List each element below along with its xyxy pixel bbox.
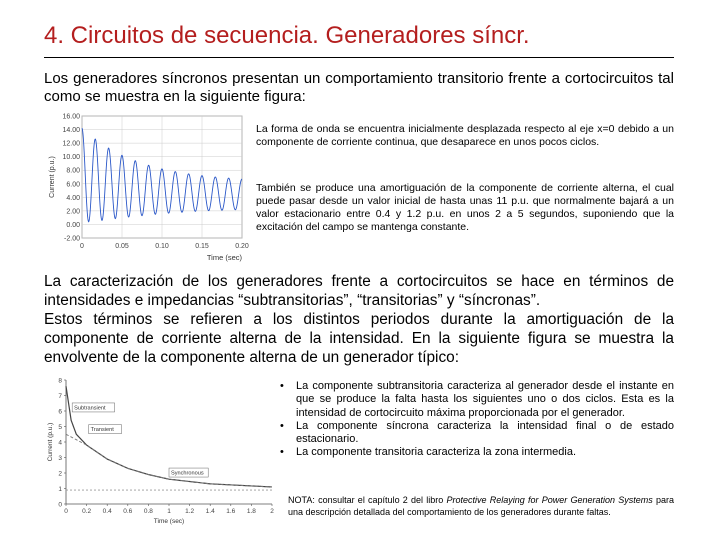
intro-paragraph: Los generadores síncronos presentan un comportamiento transitorio frente a cortocircuitos tal como se muestra en la siguiente figura: — [44, 70, 674, 105]
bullet-text: La componente transitoria caracteriza la zona intermedia. — [296, 446, 577, 459]
x-tick-label: 0 — [80, 243, 84, 250]
note-prefix: NOTA: consultar el capítulo 2 del libro — [288, 495, 447, 505]
y-axis-label: Current (p.u.) — [47, 422, 54, 462]
y-tick-label: 7 — [58, 393, 62, 400]
x-tick-label: 0.20 — [235, 243, 249, 250]
reference-note — [288, 495, 674, 518]
x-tick-label: 0.15 — [195, 243, 209, 250]
y-tick-label: 0 — [58, 501, 62, 509]
x-tick-label: 1.4 — [205, 508, 215, 515]
transient-label: Transient — [90, 427, 114, 434]
y-tick-label: 16.00 — [62, 113, 80, 121]
y-tick-label: 6.00 — [66, 181, 80, 189]
short-circuit-waveform-chart — [44, 110, 250, 262]
bullet-marker: • — [280, 380, 284, 392]
page-title: 4. Circuitos de secuencia. Generadores síncr. — [44, 22, 530, 49]
y-tick-label: 4.00 — [66, 194, 80, 202]
title-divider — [44, 57, 674, 58]
x-tick-label: 0.05 — [115, 243, 129, 250]
caption-dc-offset: La forma de onda se encuentra inicialmente desplazada respecto al eje x=0 debido a un componente de corriente continua, que desaparece en unos pocos ciclos. — [256, 123, 674, 148]
y-tick-label: 1 — [58, 486, 62, 493]
bullet-marker: • — [280, 419, 284, 432]
characterization-paragraph — [44, 272, 674, 367]
y-tick-label: 0.00 — [66, 221, 80, 229]
synchronous-label: Synchronous — [171, 470, 204, 477]
bullet-synchronous — [280, 420, 674, 447]
caption-ac-damping: También se produce una amortiguación de la componente de corriente alterna, el cual puede pasar desde un valor inicial de hasta unas 11 p.u. que normalmente bajará a un valor estacionario entre 0.4 y 1.2 p.u. en unos 2 a 5 segundos, suponiendo que la excitación del campo se mantenga constante. — [256, 182, 674, 233]
x-tick-label: 0.6 — [123, 508, 133, 515]
y-tick-label: 10.00 — [62, 154, 80, 162]
x-tick-label: 0.2 — [82, 508, 92, 515]
characterization-text: La caracterización de los generadores frente a cortocircuitos se hace en términos de intensidades e impedancias “subtransitorias”, “transitorias” y “síncronas”. — [44, 273, 674, 309]
y-tick-label: 6 — [58, 408, 62, 416]
y-tick-label: -2.00 — [64, 235, 80, 243]
x-tick-label: 0.8 — [143, 508, 153, 515]
note-suffix: para una descripción detallada del comportamiento de los generadores durante faltas. — [288, 495, 675, 517]
y-tick-label: 14.00 — [62, 127, 80, 135]
x-tick-label: 0.4 — [102, 508, 112, 515]
y-tick-label: 4 — [58, 439, 62, 447]
x-tick-label: 1.8 — [246, 508, 256, 515]
ac-envelope-chart — [44, 374, 276, 526]
x-tick-label: 1.6 — [226, 508, 236, 515]
y-tick-label: 12.00 — [62, 140, 80, 148]
x-tick-label: 0 — [64, 508, 68, 515]
bullet-text: La componente síncrona caracteriza la intensidad final o de estado estacionario. — [296, 419, 674, 446]
y-tick-label: 2.00 — [66, 208, 80, 216]
x-axis-label: Time (sec) — [206, 253, 242, 262]
y-tick-label: 5 — [58, 424, 62, 431]
periods-text: Estos términos se refieren a los distintos periodos durante la amortiguación de la componente de corriente alterna de la intensidad. En la siguiente figura se muestra la envolvente de la componente alterna de un generador típico: — [44, 311, 674, 366]
y-tick-label: 3 — [58, 455, 62, 462]
x-axis-label: Time (sec) — [153, 518, 185, 525]
bullet-transient — [280, 446, 674, 459]
y-axis-label: Current (p.u.) — [49, 156, 56, 198]
y-tick-label: 8.00 — [66, 167, 80, 175]
component-bullet-list — [280, 380, 674, 460]
note-book-title: Protective Relaying for Power Generation Systems — [446, 495, 653, 505]
y-tick-label: 8 — [58, 377, 62, 385]
x-tick-label: 0.10 — [155, 243, 169, 250]
bullet-subtransient — [280, 380, 674, 420]
x-tick-label: 1.2 — [185, 508, 195, 515]
bullet-marker: • — [280, 446, 284, 459]
subtransient-label: Subtransient — [74, 405, 106, 412]
x-tick-label: 1 — [167, 508, 171, 515]
x-tick-label: 2 — [270, 508, 274, 515]
y-tick-label: 2 — [58, 470, 62, 478]
bullet-text: La componente subtransitoria caracteriza al generador desde el instante en que se produce la falta hasta los siguientes uno o dos ciclos. Esta es la intensidad de cortocircuito máxima proporcionada por el generador. — [296, 380, 674, 419]
